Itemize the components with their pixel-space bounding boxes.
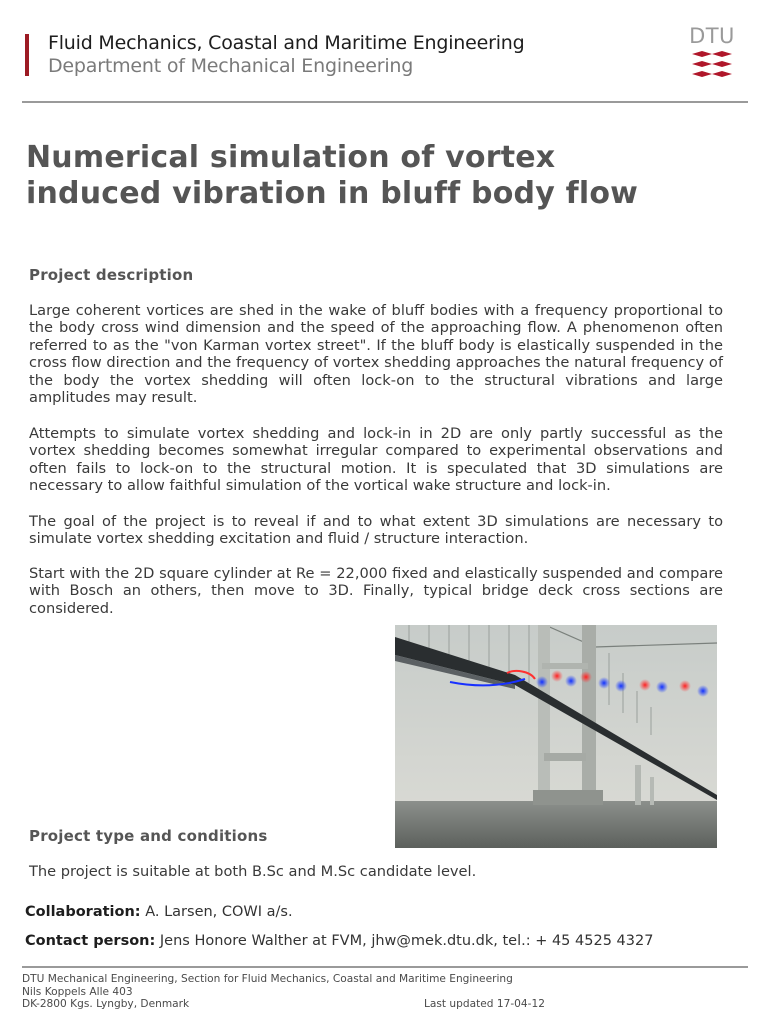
contact-line <box>25 933 653 949</box>
footer-line-2: Nils Koppels Alle 403 <box>22 985 133 998</box>
footer-line-3: DK-2800 Kgs. Lyngby, Denmark <box>22 998 190 1010</box>
bridge-photo <box>395 625 717 848</box>
description-paragraph: Large coherent vortices are shed in the wake of bluff bodies with a frequency proportional to the body cross wind dimension and the speed of the approaching flow. A phenomenon often referred to as the "von Karman vortex street". If the bluff body is elastically suspended in the cross flow direction and the frequency of vortex shedding approaches the natural frequency of the body the vortex shedding will often lock-on to the structural vibrations and large amplitudes may result. <box>29 302 723 407</box>
dtu-logo-mark <box>688 24 736 86</box>
title-line-2: induced vibration in bluff body flow <box>26 176 639 211</box>
footer-line-1: DTU Mechanical Engineering, Section for Fluid Mechanics, Coastal and Maritime Engineering <box>22 973 513 985</box>
header-divider <box>22 101 748 103</box>
description-heading: Project description <box>29 266 194 284</box>
last-updated: Last updated 17-04-12 <box>424 998 545 1010</box>
page-title <box>26 140 726 212</box>
description-paragraph: The goal of the project is to reveal if and to what extent 3D simulations are necessary to simulate vortex shedding excitation and fluid / structure interaction. <box>29 513 723 548</box>
conditions-heading: Project type and conditions <box>29 827 268 845</box>
department-name: Department of Mechanical Engineering <box>48 55 414 77</box>
conditions-text: The project is suitable at both B.Sc and M.Sc candidate level. <box>29 863 477 880</box>
accent-bar <box>25 34 29 76</box>
contact-label: Contact person: <box>25 933 156 949</box>
contact-value: Jens Honore Walther at FVM, jhw@mek.dtu.dk, tel.: + 45 4525 4327 <box>159 933 654 949</box>
description-paragraph: Start with the 2D square cylinder at Re = 22,000 fixed and elastically suspended and compare with Bosch an others, then move to 3D. Finally, typical bridge deck cross sections are considered. <box>29 565 723 617</box>
description-paragraph: Attempts to simulate vortex shedding and lock-in in 2D are only partly successful as the vortex shedding becomes somewhat irregular compared to experimental observations and often fails to lock-on to the structural motion. It is speculated that 3D simulations are necessary to allow faithful simulation of the vortical wake structure and lock-in. <box>29 425 723 495</box>
section-name: Fluid Mechanics, Coastal and Maritime Engineering <box>48 32 525 54</box>
dtu-logo <box>688 24 736 86</box>
dtu-logo-text: DTU <box>689 24 735 48</box>
collaboration-value: A. Larsen, COWI a/s. <box>145 904 293 920</box>
title-line-1: Numerical simulation of vortex <box>26 140 556 175</box>
footer-divider <box>22 966 748 968</box>
collaboration-label: Collaboration: <box>25 904 141 920</box>
collaboration-line <box>25 904 293 920</box>
